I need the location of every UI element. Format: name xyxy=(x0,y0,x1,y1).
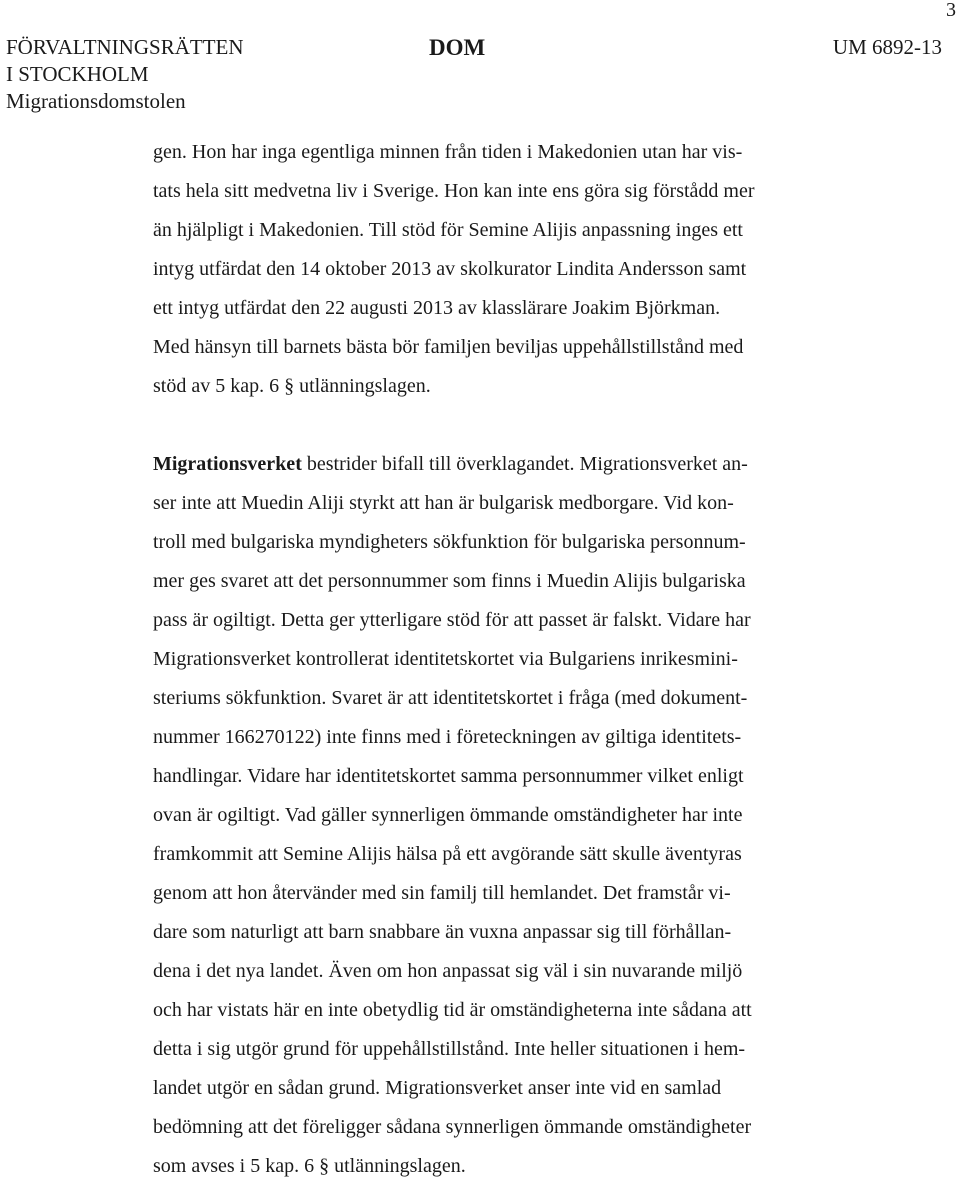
case-number: UM 6892-13 xyxy=(832,35,942,59)
text-line: mer ges svaret att det personnummer som finns i Muedin Alijis bulgariska xyxy=(153,570,746,592)
text-line: än hjälpligt i Makedonien. Till stöd för Semine Alijis anpassning inges ett xyxy=(153,219,743,241)
court-name-line-2: I STOCKHOLM xyxy=(6,62,149,86)
document-type: DOM xyxy=(429,35,486,60)
text-line: handlingar. Vidare har identitetskortet samma personnummer vilket enligt xyxy=(153,765,744,787)
document-header xyxy=(6,34,946,118)
text-line: gen. Hon har inga egentliga minnen från tiden i Makedonien utan har vis- xyxy=(153,141,743,163)
text-line: landet utgör en sådan grund. Migrationsverket anser inte vid en samlad xyxy=(153,1077,722,1099)
text-line: dena i det nya landet. Även om hon anpassat sig väl i sin nuvarande miljö xyxy=(153,960,743,982)
paragraph-spacer xyxy=(153,406,843,445)
page-number: 3 xyxy=(946,0,956,21)
text-line: steriums sökfunktion. Svaret är att identitetskortet i fråga (med dokument- xyxy=(153,687,748,709)
text-line: framkommit att Semine Alijis hälsa på ett avgörande sätt skulle äventyras xyxy=(153,843,742,865)
text-line: nummer 166270122) inte finns med i företeckningen av giltiga identitets- xyxy=(153,726,742,748)
text-line: genom att hon återvänder med sin familj till hemlandet. Det framstår vi- xyxy=(153,882,731,904)
text-line: bedömning att det föreligger sådana synnerligen ömmande omständigheter xyxy=(153,1116,752,1138)
court-name xyxy=(6,34,244,115)
document-body xyxy=(153,133,843,1186)
text-line xyxy=(153,445,843,484)
party-name: Migrationsverket xyxy=(153,453,302,475)
text-line: som avses i 5 kap. 6 § utlänningslagen. xyxy=(153,1155,466,1177)
text-line: ser inte att Muedin Aliji styrkt att han är bulgarisk medborgare. Vid kon- xyxy=(153,492,734,514)
text-line: detta i sig utgör grund för uppehållstillstånd. Inte heller situationen i hem- xyxy=(153,1038,746,1060)
text-line: Med hänsyn till barnets bästa bör familjen beviljas uppehållstillstånd med xyxy=(153,336,744,358)
text-line: pass är ogiltigt. Detta ger ytterligare stöd för att passet är falskt. Vidare har xyxy=(153,609,751,631)
text-line: intyg utfärdat den 14 oktober 2013 av skolkurator Lindita Andersson samt xyxy=(153,258,747,280)
text-line: Migrationsverket kontrollerat identitetskortet via Bulgariens inrikesmini- xyxy=(153,648,738,670)
text-line: troll med bulgariska myndigheters sökfunktion för bulgariska personnum- xyxy=(153,531,746,553)
text-line: ovan är ogiltigt. Vad gäller synnerligen ömmande omständigheter har inte xyxy=(153,804,743,826)
text-line: stöd av 5 kap. 6 § utlänningslagen. xyxy=(153,375,431,397)
paragraph-migrationsverket xyxy=(153,445,843,1186)
text-line-rest: bestrider bifall till överklagandet. Migrationsverket an- xyxy=(301,453,748,475)
paragraph-applicant-argument xyxy=(153,133,843,406)
text-line: tats hela sitt medvetna liv i Sverige. Hon kan inte ens göra sig förstådd mer xyxy=(153,180,755,202)
text-line: och har vistats här en inte obetydlig tid är omständigheterna inte sådana att xyxy=(153,999,752,1021)
court-name-line-1: FÖRVALTNINGSRÄTTEN xyxy=(6,35,244,59)
text-line: dare som naturligt att barn snabbare än vuxna anpassar sig till förhållan- xyxy=(153,921,732,943)
court-name-line-3: Migrationsdomstolen xyxy=(6,89,186,113)
text-line: ett intyg utfärdat den 22 augusti 2013 av klasslärare Joakim Björkman. xyxy=(153,297,721,319)
